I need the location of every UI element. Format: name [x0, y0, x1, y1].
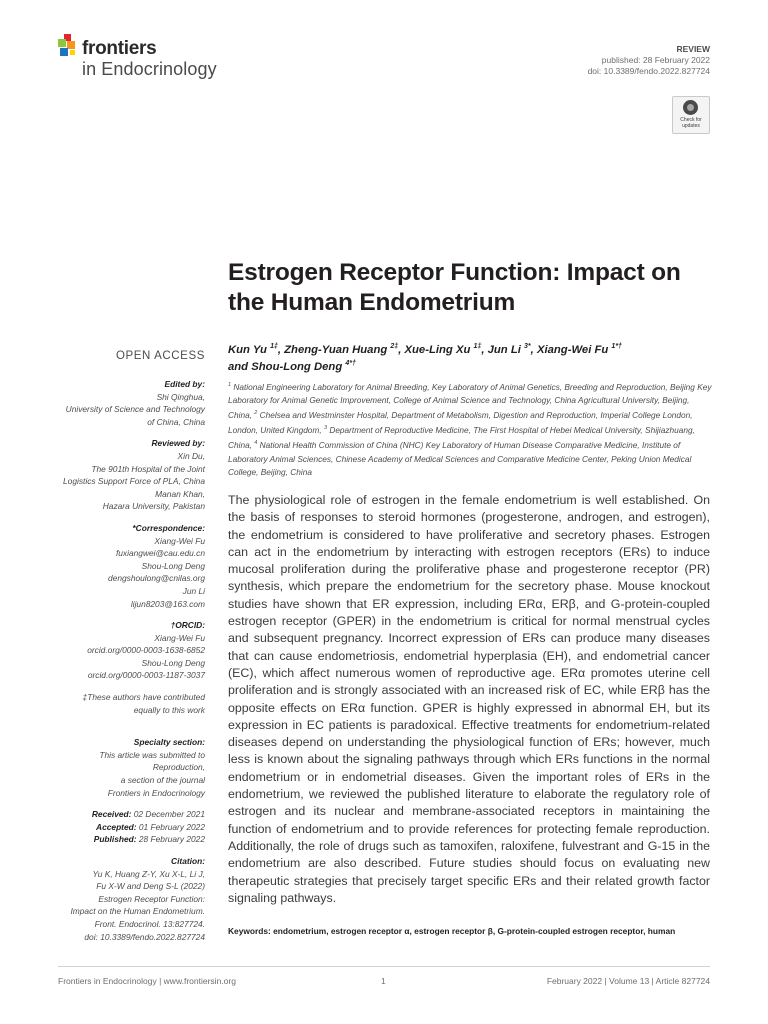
article-meta	[588, 44, 710, 77]
keywords: Keywords: endometrium, estrogen receptor α, estrogen receptor β, G-protein-coupled estrogen receptor, human	[228, 926, 676, 936]
article-title: Estrogen Receptor Function: Impact on the Human Endometrium	[228, 259, 681, 316]
footer-divider	[58, 966, 710, 967]
author[interactable]: Kun Yu $^{1\ddagger}$	[228, 343, 278, 356]
email-link[interactable]: dengshoulong@cnilas.org	[108, 573, 205, 584]
citation-heading: Citation:	[171, 856, 205, 866]
author[interactable]: Xiang-Wei Fu $^{1*\dagger}$	[536, 343, 622, 356]
orcid-link[interactable]: orcid.org/0000-0003-1638-6852	[87, 645, 205, 656]
page-number: 1	[381, 976, 386, 986]
article-info-sidebar: Edited by: Shi Qinghua, University of Science and Technology of China, China Reviewed by: Xin Du, The 901th Hospital of the Joint Logistics Support Force of PLA, China Manan Khan, Hazara University, Pakistan *Correspondence: Xiang-Wei Fu fuxiangwei@cau.edu.cn Shou-Long Deng dengshoulong@cnilas.org Jun Li lijun8203@163.com †ORCID: Xiang-Wei Fu orcid.org/0000-0003-1638-6852 Shou-Long Deng orcid.org/0000-0003-1187-3037 ‡These authors have contributed equally to this work Specialty section: This article was submitted to Reproduction, a section of the journal Frontiers in Endocrinology Received: 02 December 2021 Accepted: 01 February 2022 Published: 28 February 2022 Citation: Yu K, Huang Z-Y, Xu X-L, Li J, Fu X-W and Deng S-L (2022) Estrogen Receptor Function: Impact on the Human Endometrium. Front. Endocrinol. 13:827724. doi: 10.3389/fendo.2022.827724	[45, 378, 205, 943]
edited-by-heading: Edited by:	[164, 379, 205, 389]
author-list: Kun Yu $^{1\ddagger}$, Zheng-Yuan Huang $^{2\ddagger}$, Xue-Ling Xu $^{1\ddagger}$, Jun Li $^{3*}$, Xiang-Wei Fu $^{1*\dagger}$ and Shou-Long Deng $^{4*\dagger}$	[228, 343, 622, 374]
accepted-date: Accepted: 01 February 2022	[96, 821, 205, 832]
open-access-label: OPEN ACCESS	[115, 350, 205, 362]
footer-issue-info: February 2022 | Volume 13 | Article 827724	[546, 976, 710, 986]
check-for-updates-label: Check for updates	[680, 117, 702, 129]
orcid-link[interactable]: orcid.org/0000-0003-1187-3037	[87, 670, 205, 681]
footer-journal-link[interactable]: Frontiers in Endocrinology | www.frontiersin.org	[58, 976, 236, 986]
published-date: published: 28 February 2022	[601, 55, 710, 65]
affiliations: $^1$ National Engineering Laboratory for Animal Breeding, Key Laboratory of Animal Genetics, Breeding and Reproduction, Beijing Key Laboratory for Animal Genetic Improvement, College of Animal Science and Technology, China Agricultural University, Beijing, China, $^2$ Chelsea and Westminster Hospital, Department of Metabolism, Digestion and Reproduction, Imperial College London, London, United Kingdom, $^3$ Department of Reproductive Medicine, The First Hospital of Hebei Medical University, Shijiazhuang, China, $^4$ National Health Commission of China (NHC) Key Laboratory of Human Disease Comparative Medicine, Institute of Laboratory Animal Sciences, Chinese Academy of Medical Sciences and Comparative Medicine Center, Peking Union Medical College, Beijing, China	[228, 381, 712, 477]
journal-logo[interactable]	[58, 34, 258, 84]
received-date: Received: 02 December 2021	[91, 809, 205, 820]
orcid-heading: †ORCID:	[170, 620, 205, 631]
specialty-heading: Specialty section:	[133, 737, 205, 748]
published-date-sidebar: Published: 28 February 2022	[93, 834, 205, 845]
author[interactable]: Shou-Long Deng $^{4*\dagger}$	[251, 360, 356, 374]
email-link[interactable]: lijun8203@163.com	[130, 598, 205, 609]
reviewed-by-heading: Reviewed by:	[151, 438, 205, 449]
check-for-updates-button[interactable]	[672, 96, 710, 134]
citation-doi-link[interactable]: doi: 10.3389/fendo.2022.827724	[84, 931, 205, 942]
abstract: The physiological role of estrogen in the female endometrium is well established. On the basis of responses to steroid hormones (progesterone, androgen, and estrogen), the endometrium is considered to have proliferative and secretory phases. Estrogen can act in the endometrium by interacting with estrogen receptors (ERs) to induce mucosal proliferation during the proliferative phase and progesterone receptor (PR) synthesis, which prepare the endometrium for the secretory phase. Mouse knockout studies have shown that ER expression, including ERα, ERβ, and G-protein-coupled estrogen receptor (GPER) in the endometrium is critical for normal menstrual cycles and subsequent pregnancy. Incorrect expression of ERs can produce many diseases that can cause endometriosis, endometrial hyperplasia (EH), and endometrial cancer (EC), which affect numerous women of reproductive age. ERα promotes uterine cell proliferation and is strongly associated with an increased risk of EC, while ERβ has the opposite effects on ERα function. GPER is highly expressed in abnormal EH, but its expression in EC patients is paradoxical. Effective treatments for endometrium-related diseases depend on understanding the physiological function of ERs; however, much less is known about the signaling pathways through which ERs functions in the normal endometrium or in endometrial diseases. Given the important roles of ERs in the endometrium, we reviewed the published literature to elaborate the regulatory role of estrogen and its nuclear and membrane-associated receptors in maintaining the function of endometrium and to provide references for protecting female reproduction. Additionally, the role of drugs such as tamoxifen, raloxifene, fulvestrant and G-15 in the endometrium are also described. Future studies should focus on evaluating new therapeutic strategies that precisely target specific ERs and their related growth factor signaling pathways.	[228, 493, 710, 905]
frontiers-logo-icon	[58, 34, 80, 60]
correspondence-heading: *Correspondence:	[132, 522, 205, 533]
author[interactable]: Jun Li $^{3*}$	[487, 343, 531, 356]
doi[interactable]: doi: 10.3389/fendo.2022.827724	[587, 66, 710, 76]
author[interactable]: Zheng-Yuan Huang $^{2\ddagger}$	[284, 343, 399, 356]
email-link[interactable]: fuxiangwei@cau.edu.cn	[115, 548, 205, 559]
bookmark-icon	[683, 100, 698, 115]
article-type: REVIEW	[676, 44, 710, 54]
journal-name: in Endocrinology	[82, 59, 217, 79]
brand-name: frontiers	[82, 38, 157, 59]
author[interactable]: Xue-Ling Xu $^{1\ddagger}$	[404, 343, 482, 356]
